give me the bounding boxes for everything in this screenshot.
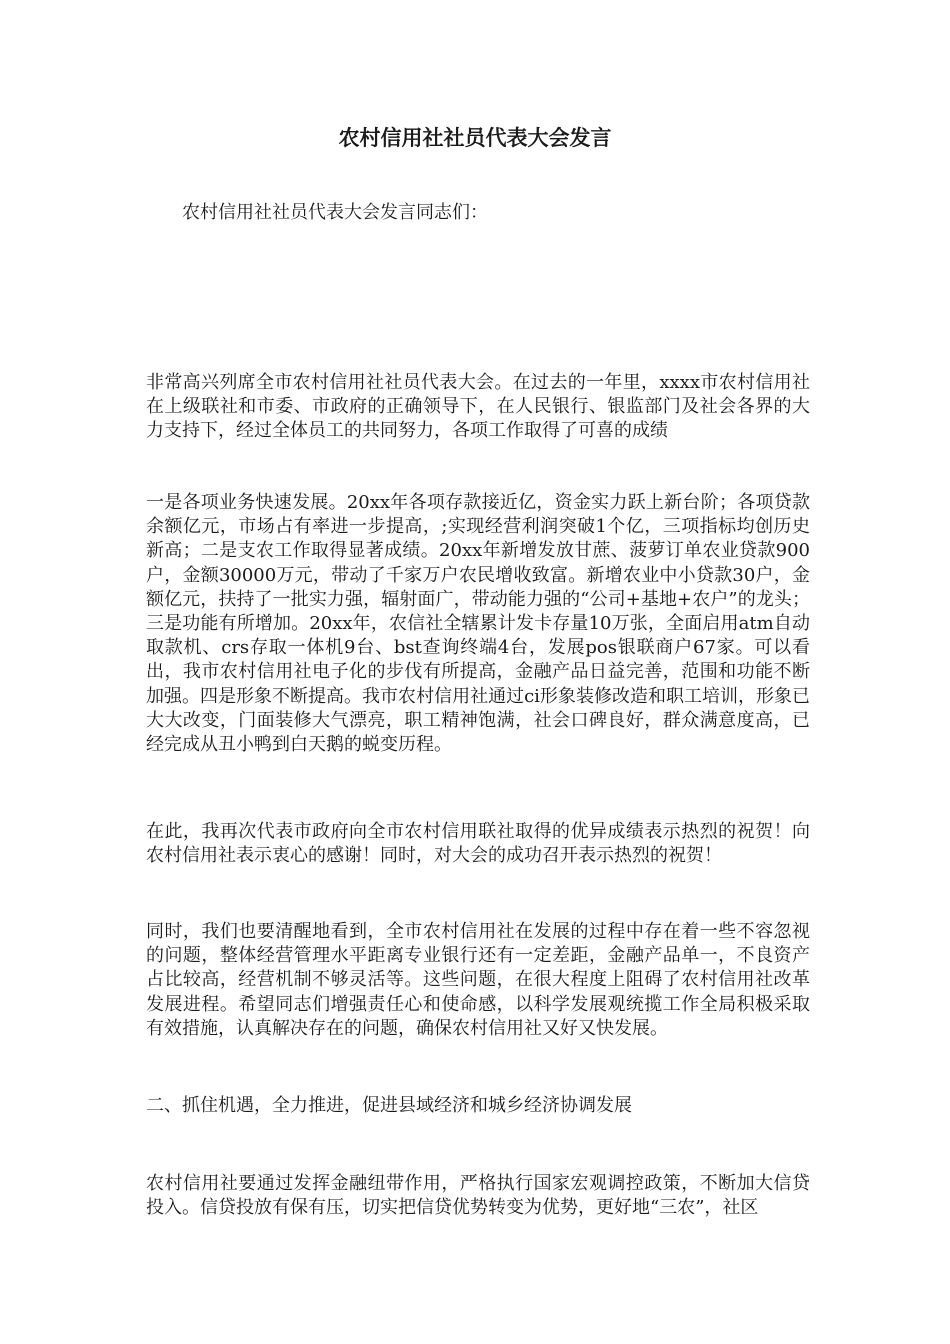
section-heading-two: 二、抓住机遇，全力推进，促进县域经济和城乡经济协调发展 <box>146 1095 632 1116</box>
paragraph-problems: 同时，我们也要清醒地看到，全市农村信用社在发展的过程中存在着一些不容忽视的问题，整体经营管理水平距离专业银行还有一定差距，金融产品单一，不良资产占比较高，经营机制不够灵活等。这些问题，在很大程度上阻碍了农村信用社改革发展进程。希望同志们增强责任心和使命感，以科学发展观统揽工作全局积极采取有效措施，认真解决存在的问题，确保农村信用社又好又快发展。 <box>146 921 810 1039</box>
paragraph-congratulations: 在此，我再次代表市政府向全市农村信用联社取得的优异成绩表示热烈的祝贺！向农村信用社表示衷心的感谢！同时，对大会的成功召开表示热烈的祝贺！ <box>146 821 810 867</box>
paragraph-achievements: 一是各项业务快速发展。20xx年各项存款接近亿，资金实力跃上新台阶；各项贷款余额亿元，市场占有率进一步提高，;实现经营利润突破1个亿，三项指标均创历史新高；二是支农工作取得显著成绩。20xx年新增发放甘蔗、菠萝订单农业贷款900户，金额30000万元，带动了千家万户农民增收致富。新增农业中小贷款30户，金额亿元，扶持了一批实力强，辐射面广，带动能力强的“公司+基地+农户”的龙头；三是功能有所增加。20xx年，农信社全辖累计发卡存量10万张，全面启用atm自动取款机、crs存取一体机9台、bst查询终端4台，发展pos银联商户67家。可以看出，我市农村信用社电子化的步伐有所提高，金融产品日益完善，范围和功能不断加强。四是形象不断提高。我市农村信用社通过ci形象装修改造和职工培训，形象已大大改变，门面装修大气漂亮，职工精神饱满，社会口碑良好，群众满意度高，已经完成从丑小鸭到白天鹅的蜕变历程。 <box>146 492 810 756</box>
document-title: 农村信用社社员代表大会发言 <box>338 125 612 150</box>
salutation: 农村信用社社员代表大会发言同志们： <box>182 202 488 223</box>
paragraph-opening: 非常高兴列席全市农村信用社社员代表大会。在过去的一年里，xxxx市农村信用社在上级联社和市委、市政府的正确领导下，在人民银行、银监部门及社会各界的大力支持下，经过全体员工的共同努力，各项工作取得了可喜的成绩 <box>146 372 810 442</box>
paragraph-credit-policy: 农村信用社要通过发挥金融纽带作用，严格执行国家宏观调控政策，不断加大信贷投入。信贷投放有保有压，切实把信贷优势转变为优势，更好地“三农”，社区 <box>146 1173 810 1219</box>
